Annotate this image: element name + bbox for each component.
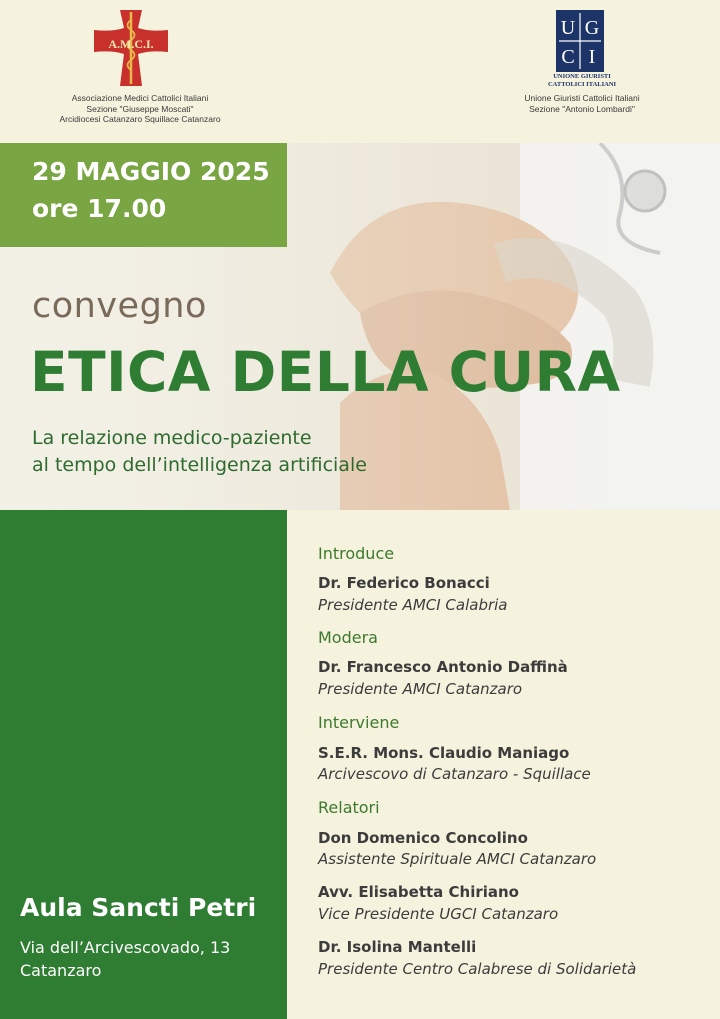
event-subtitle-line-1: La relazione medico-paziente (32, 427, 312, 449)
event-subtitle-line-2: al tempo dell’intelligenza artificiale (32, 454, 367, 476)
venue-address-line-2: Catanzaro (20, 961, 102, 980)
ugci-logo (556, 10, 604, 72)
speaker-name: S.E.R. Mons. Claudio Maniago (318, 744, 570, 762)
speaker-role: Assistente Spirituale AMCI Catanzaro (318, 850, 597, 868)
amci-line-3: Arcidiocesi Catanzaro Squillace Catanzaro (59, 114, 221, 124)
amci-logo-text: A.M.C.I. (108, 37, 154, 51)
section-introduce: Introduce (318, 544, 395, 563)
ugci-line-1: Unione Giuristi Cattolici Italiani (524, 93, 640, 103)
venue-address (20, 936, 230, 982)
amci-line-2: Sezione "Giuseppe Moscati" (86, 103, 194, 114)
event-title: ETICA DELLA CURA (30, 340, 621, 404)
venue-name: Aula Sancti Petri (20, 893, 257, 922)
ugci-letter-i: I (588, 46, 596, 68)
section-relatori: Relatori (318, 798, 380, 817)
amci-association-name (30, 93, 250, 125)
amci-cross-logo (92, 8, 170, 88)
header (0, 0, 720, 143)
ugci-logo-caption (540, 73, 624, 88)
speaker-name: Don Domenico Concolino (318, 829, 528, 847)
section-interviene: Interviene (318, 713, 400, 732)
venue-address-line-1: Via dell’Arcivescovado, 13 (20, 938, 231, 957)
ugci-association-name (500, 93, 664, 114)
event-date: 29 MAGGIO 2025 (32, 157, 270, 186)
speaker-role: Presidente Centro Calabrese di Solidarietà (318, 960, 637, 978)
ugci-letter-u: U (560, 17, 576, 39)
speaker-name: Dr. Francesco Antonio Daffinà (318, 658, 568, 676)
speaker-name: Dr. Isolina Mantelli (318, 938, 477, 956)
ugci-caption-line-1: UNIONE GIURISTI (553, 73, 611, 80)
ugci-caption-line-2: CATTOLICI ITALIANI (547, 80, 617, 88)
speaker-role: Vice Presidente UGCI Catanzaro (318, 905, 559, 923)
event-type: convegno (32, 286, 207, 326)
ugci-letter-c: C (561, 46, 575, 68)
speaker-role: Arcivescovo di Catanzaro - Squillace (318, 765, 591, 783)
speaker-role: Presidente AMCI Calabria (318, 596, 508, 614)
section-modera: Modera (318, 628, 378, 647)
speaker-name: Dr. Federico Bonacci (318, 574, 490, 592)
event-time: ore 17.00 (32, 194, 167, 223)
speaker-role: Presidente AMCI Catanzaro (318, 680, 523, 698)
amci-line-1: Associazione Medici Cattolici Italiani (71, 93, 209, 103)
ugci-letter-g: G (584, 17, 600, 39)
ugci-line-2: Sezione "Antonio Lombardi" (529, 103, 635, 114)
speaker-name: Avv. Elisabetta Chiriano (318, 883, 519, 901)
